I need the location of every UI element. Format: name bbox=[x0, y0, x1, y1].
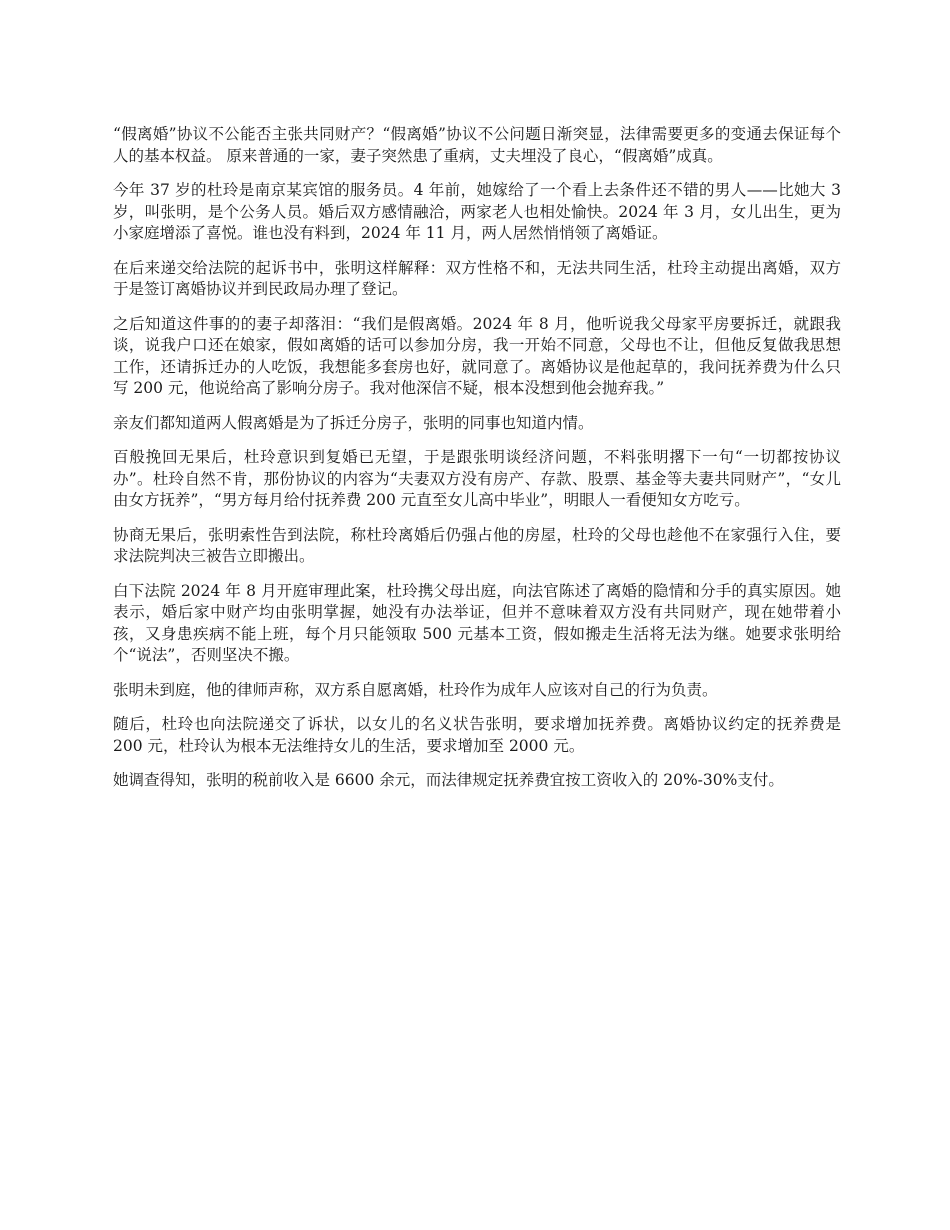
document-body bbox=[113, 124, 841, 805]
paragraph-trial: 白下法院 2024 年 8 月开庭审理此案，杜玲携父母出庭，向法官陈述了离婚的隐情和分手的真实原因。她表示，婚后家中财产均由张明掌握，她没有办法举证，但并不意味着双方没有共同财产，现在她带着小孩，又身患疾病不能上班，每个月只能领取 500 元基本工资，假如搬走生活将无法为继。她要求张明给个“说法”，否则坚决不搬。 bbox=[113, 581, 841, 664]
paragraph-lawsuit: 协商无果后，张明索性告到法院，称杜玲离婚后仍强占他的房屋，杜玲的父母也趁他不在家强行入住，要求法院判决三被告立即搬出。 bbox=[113, 525, 841, 565]
paragraph-wife-statement: 之后知道这件事的的妻子却落泪：“我们是假离婚。2024 年 8 月，他听说我父母家平房要拆迁，就跟我谈，说我户口还在娘家，假如离婚的话可以参加分房，我一开始不同意，父母也不让，但他反复做我思想工作，还请拆迁办的人吃饭，我想能多套房也好，就同意了。离婚协议是他起草的，我问抚养费为什么只写 200 元，他说给高了影响分房子。我对他深信不疑，根本没想到他会抛弃我。” bbox=[113, 314, 841, 397]
paragraph-negotiation: 百般挽回无果后，杜玲意识到复婚已无望，于是跟张明谈经济问题，不料张明撂下一句“一切都按协议办”。杜玲自然不肯，那份协议的内容为“夫妻双方没有房产、存款、股票、基金等夫妻共同财产”，“女儿由女方抚养”，“男方每月给付抚养费 200 元直至女儿高中毕业”，明眼人一看便知女方吃亏。 bbox=[113, 448, 841, 509]
paragraph-income: 她调查得知，张明的税前收入是 6600 余元，而法律规定抚养费宜按工资收入的 20%-30%支付。 bbox=[113, 771, 784, 789]
paragraph-background: 今年 37 岁的杜玲是南京某宾馆的服务员。4 年前，她嫁给了一个看上去条件还不错的男人——比她大 3 岁，叫张明，是个公务人员。婚后双方感情融洽，两家老人也相处愉快。2024 年 3 月，女儿出生，更为小家庭增添了喜悦。谁也没有料到，2024 年 11 月，两人居然悄悄领了离婚证。 bbox=[113, 181, 841, 242]
paragraph-complaint: 在后来递交给法院的起诉书中，张明这样解释：双方性格不和，无法共同生活，杜玲主动提出离婚，双方于是签订离婚协议并到民政局办理了登记。 bbox=[113, 258, 841, 298]
paragraph-child-support: 随后，杜玲也向法院递交了诉状，以女儿的名义状告张明，要求增加抚养费。离婚协议约定的抚养费是 200 元，杜玲认为根本无法维持女儿的生活，要求增加至 2000 元。 bbox=[113, 715, 841, 755]
paragraph-relatives: 亲友们都知道两人假离婚是为了拆迁分房子，张明的同事也知道内情。 bbox=[113, 413, 594, 432]
paragraph-intro: “假离婚”协议不公能否主张共同财产？“假离婚”协议不公问题日渐突显，法律需要更多的变通去保证每个人的基本权益。 原来普通的一家，妻子突然患了重病，丈夫埋没了良心，“假离婚”成真。 bbox=[113, 125, 841, 165]
paragraph-lawyer: 张明未到庭，他的律师声称，双方系自愿离婚，杜玲作为成年人应该对自己的行为负责。 bbox=[113, 680, 718, 699]
